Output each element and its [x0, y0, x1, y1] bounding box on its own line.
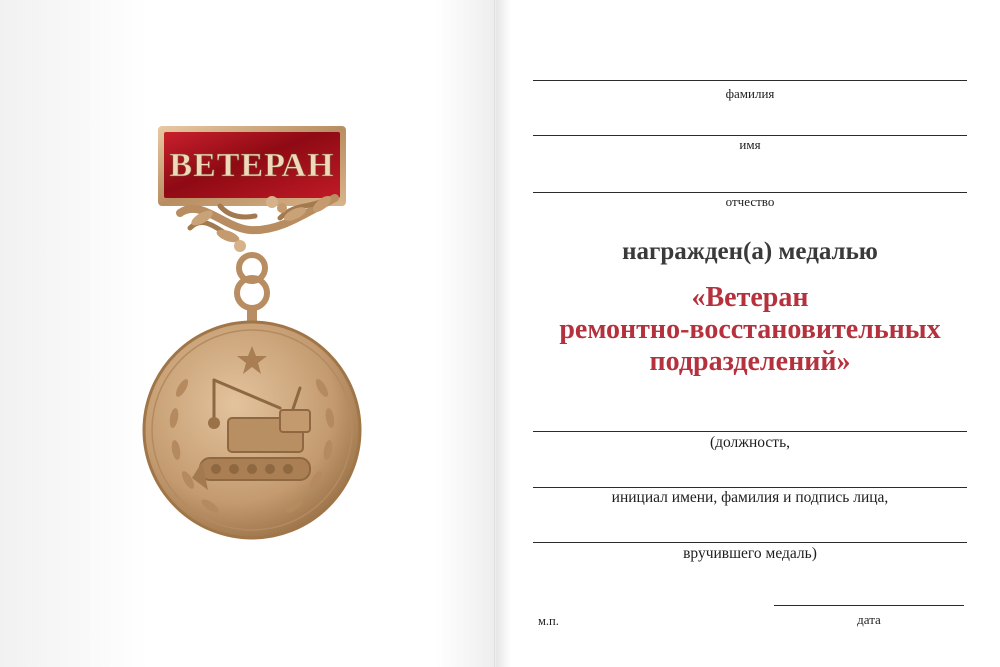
signature-line — [533, 487, 967, 488]
signature-label: инициал имени, фамилия и подпись лица, — [611, 489, 889, 506]
medal-title — [510, 282, 990, 378]
surname-label: фамилия — [725, 86, 775, 101]
medal-title-line-1: «Ветеран — [691, 282, 809, 313]
presenter-line — [533, 542, 967, 543]
name-label: имя — [739, 137, 761, 152]
patronymic-line — [533, 192, 967, 193]
medal-title-line-2: ремонтно-восстановительных — [559, 314, 941, 345]
name-line — [533, 135, 967, 136]
position-line — [533, 431, 967, 432]
position-label: (должность, — [709, 434, 791, 451]
plaque-text: ВЕТЕРАН — [169, 147, 335, 184]
presenter-label: вручившего медаль) — [683, 545, 817, 562]
date-line — [774, 605, 964, 606]
seal-label: м.п. — [538, 614, 559, 628]
left-page — [0, 0, 496, 667]
medal-title-line-3: подразделений» — [649, 346, 851, 377]
awarded-heading: награжден(а) медалью — [622, 238, 878, 265]
date-label: дата — [857, 612, 881, 627]
surname-line — [533, 80, 967, 81]
patronymic-label: отчество — [725, 194, 775, 209]
veteran-medal-image — [130, 118, 380, 558]
